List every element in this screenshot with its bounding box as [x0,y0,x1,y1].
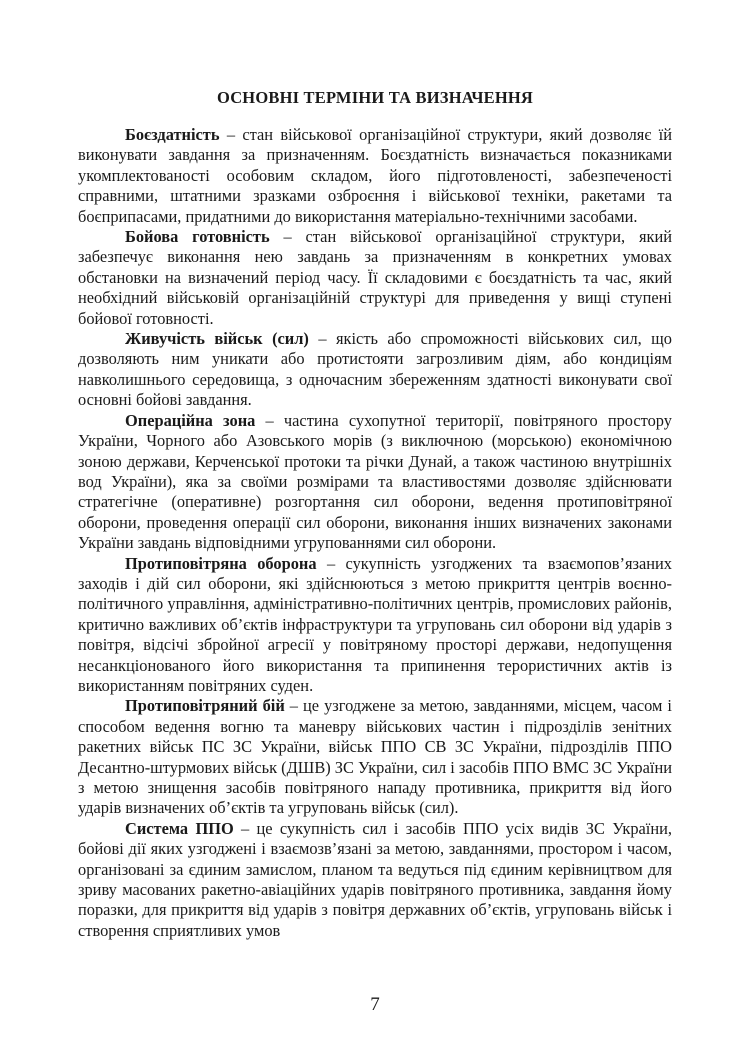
page-number: 7 [370,994,380,1015]
term-name: Система ППО [125,818,234,838]
term-entry-protypovitriana-oborona [78,554,672,697]
term-definition: – це узгоджене за метою, завданнями, місцем, часом і способом ведення вогню та маневру військових частин і підрозділів зенітних ракетних військ ПС ЗС України, військ ППО СВ ЗС України, підрозділів ППО Десантно-штурмових військ (ДШВ) ЗС України, сил і засобів ППО ВМС ЗС України з метою знищення засобів повітряного нападу противника, прикриття від його ударів визначених об’єктів та угруповань військ (сил). [78,696,672,818]
term-name: Бойова готовність [125,227,270,247]
term-definition: – частина сухопутної території, повітряного простору України, Чорного або Азовського морів (з виключною (морською) економічною зоною держави, Керченської протоки та річки Дунай, а також частиною внутрішніх вод України), яка за своїми розмірами та властивостями дозволяє здійснювати стратегічне (оперативне) розгортання сил оборони, ведення протиповітряної оборони, проведення операції сил оборони, виконання інших визначених законами України завдань відповідними угрупованнями сил оборони. [78,410,672,553]
term-entry-zhyvuchist-viisk [78,329,672,411]
term-name: Боєздатність [125,125,220,144]
term-name: Операційна зона [125,410,256,430]
term-definition: – сукупність узгоджених та взаємопов’язаних заходів і дій сил оборони, які здійснюються з метою прикриття центрів воєнно-політичного управління, адміністративно-політичних центрів, промислових районів, критично важливих об’єктів інфраструктури та угруповань сил оборони від ударів з повітря, відсічі збройної агресії у повітряному просторі держави, недопущення несанкціонованого його використання та припинення терористичних актів із використанням повітряних суден. [78,553,672,695]
document-page [78,0,672,1061]
term-entry-boiova-hotovnist [78,227,672,329]
term-name: Протиповітряний бій [125,696,285,716]
term-definition: – це сукупність сил і засобів ППО усіх видів ЗС України, бойові дії яких узгоджені і взаємозв’язані за метою, завданнями, простором і часом, організовані за єдиним замислом, планом та ведуться під єдиним керівництвом для зриву масованих ракетно-авіаційних ударів повітряного противника, завдання йому поразки, для прикриття від ударів з повітря державних об’єктів, угруповань військ і створення сприятливих умов [78,818,672,940]
term-entry-boiezdatnist [78,125,672,227]
term-name: Протиповітряна оборона [125,553,317,573]
term-definition: – стан військової організаційної структури, який дозволяє їй виконувати завдання за призначенням. Боєздатність визначається показниками укомплектованості особовим складом, його підготовленості, забезпеченості справними, штатними зразками озброєння і військової техніки, ракетами та боєприпасами, придатними до використання матеріально-технічними засобами. [78,125,672,226]
term-definition: – якість або спроможності військових сил, що дозволяють ним уникати або протистояти загрозливим діям, або кондиціям навколишнього середовища, з одночасним збереженням здатності виконувати свої основні бойові завдання. [78,329,672,410]
page-title: ОСНОВНІ ТЕРМІНИ ТА ВИЗНАЧЕННЯ [216,88,534,107]
term-entry-protypovitrianyi-bii [78,696,672,818]
term-definition: – стан військової організаційної структури, який забезпечує виконання нею завдань за призначенням в конкретних умовах обстановки на визначений період часу. Її складовими є боєздатність та час, який необхідний військовій організаційній структурі для приведення у вищі ступені бойової готовності. [78,227,673,328]
term-entry-operatsiina-zona [78,411,672,554]
term-name: Живучість військ (сил) [125,329,309,349]
terms-list [78,125,672,941]
term-entry-systema-ppo [78,819,672,941]
